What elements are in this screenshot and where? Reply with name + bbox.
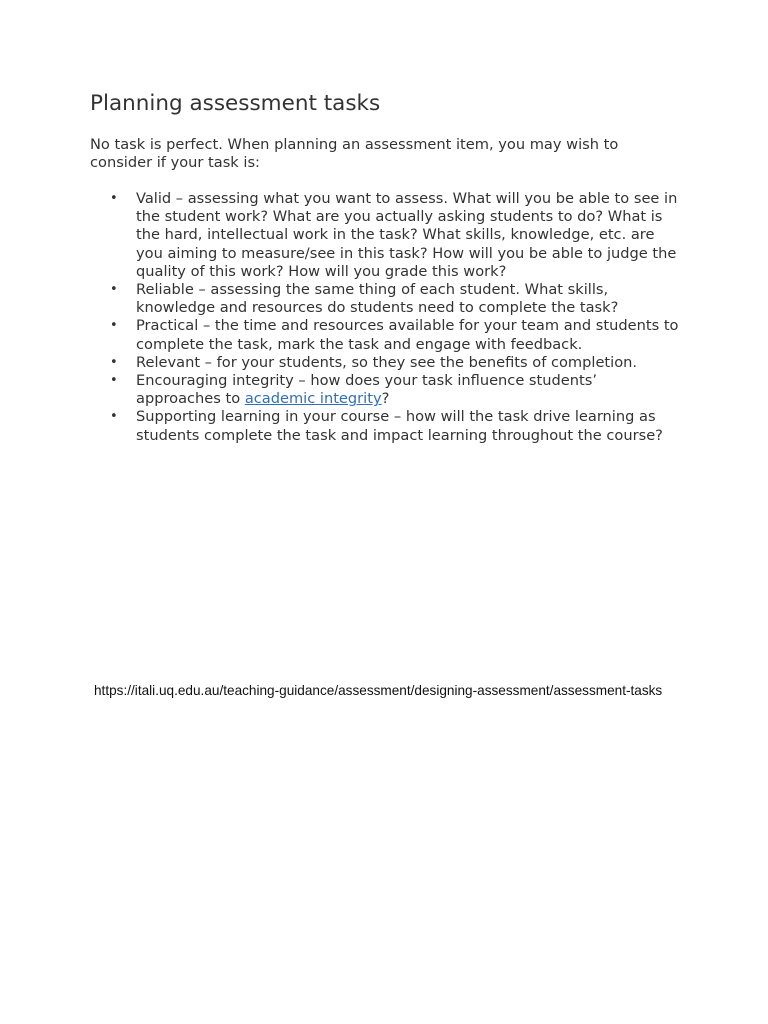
bullet-icon: •: [110, 372, 118, 388]
list-item-valid: [90, 190, 682, 281]
intro-paragraph: No task is perfect. When planning an assessment item, you may wish to consider if your task is:: [90, 135, 619, 172]
bullet-icon: •: [110, 190, 118, 206]
list-item-practical: [90, 317, 682, 353]
criteria-list: [90, 190, 682, 445]
list-item-text-after: ?: [381, 390, 390, 408]
list-item-text: Practical – the time and resources available for your team and students to complete the task, mark the task and engage with feedback.: [136, 317, 679, 353]
list-item-text: Relevant – for your students, so they see the benefits of completion.: [136, 353, 638, 371]
bullet-icon: •: [110, 281, 118, 297]
bullet-icon: •: [110, 409, 118, 425]
document-body: [90, 90, 682, 445]
list-item-supporting-learning: [90, 408, 682, 444]
list-item-text: Reliable – assessing the same thing of each student. What skills, knowledge and resources do students need to complete the task?: [136, 280, 619, 317]
list-item-reliable: [90, 281, 682, 317]
bullet-icon: •: [110, 354, 118, 370]
source-url: https://itali.uq.edu.au/teaching-guidance/assessment/designing-assessment/assessment-tasks: [94, 683, 663, 698]
list-item-integrity: [90, 372, 682, 408]
bullet-icon: •: [110, 318, 118, 334]
page-title: Planning assessment tasks: [90, 91, 381, 116]
academic-integrity-link[interactable]: academic integrity: [244, 390, 382, 408]
list-item-text: Supporting learning in your course – how will the task drive learning as students complete the task and impact learning throughout the course?: [136, 408, 663, 444]
list-item-relevant: [90, 354, 682, 372]
list-item-text: Valid – assessing what you want to assess. What will you be able to see in the student work? What are you actually asking students to do? What is the hard, intellectual work in the task? What skills, knowledge, etc. are you aiming to measure/see in this task? How will you be able to judge the quality of this work? How will you grade this work?: [136, 189, 678, 280]
list-item-text-before: Encouraging integrity – how does your task influence students’ approaches to: [136, 371, 597, 408]
